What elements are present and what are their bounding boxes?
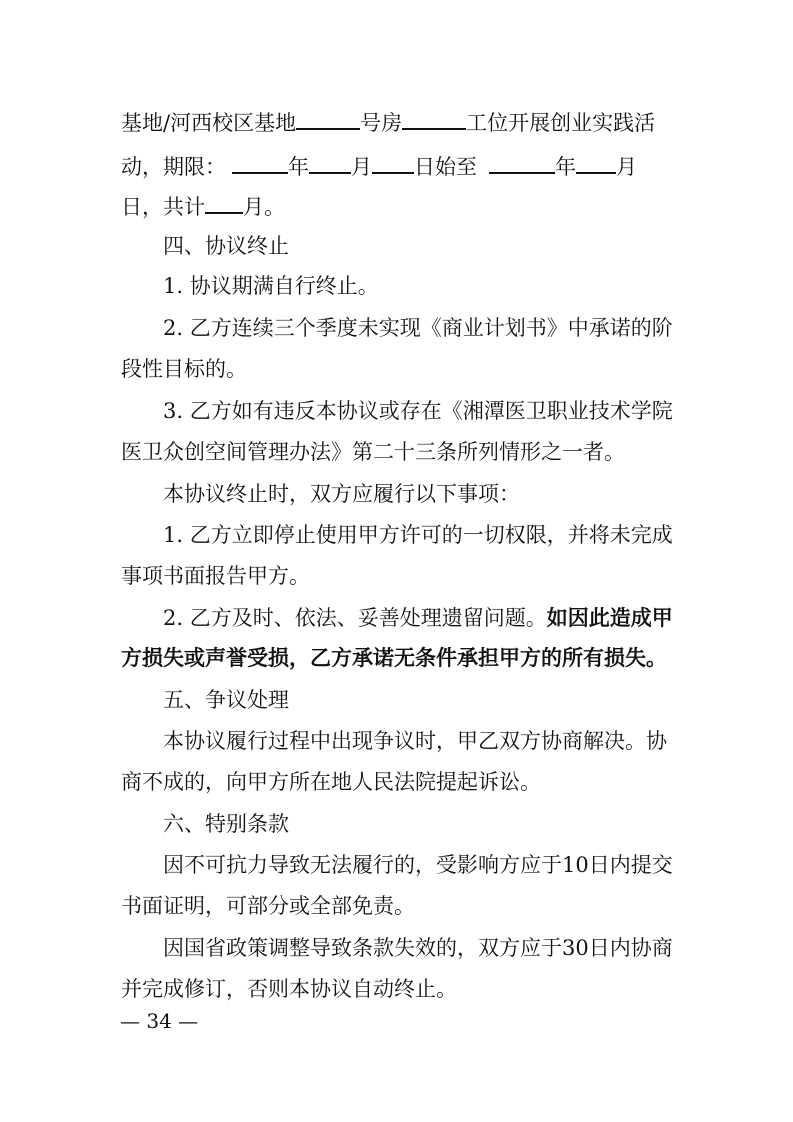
blank-underline <box>309 150 351 174</box>
body-line: 1. 乙方立即停止使用甲方许可的一切权限，并将未完成 <box>163 523 673 547</box>
body-line: 因不可抗力导致无法履行的，受影响方应于10日内提交 <box>163 853 673 877</box>
body-line <box>121 190 285 218</box>
text: 号房 <box>360 111 403 135</box>
body-line: 1. 协议期满自行终止。 <box>163 274 379 298</box>
page-number: — 34 — <box>120 1009 199 1033</box>
body-line <box>121 106 655 134</box>
blank-underline <box>372 150 414 174</box>
blank-underline <box>232 150 288 174</box>
body-line: 2. 乙方连续三个季度未实现《商业计划书》中承诺的阶 <box>163 316 673 340</box>
blank-underline <box>402 106 466 130</box>
section-heading: 六、特别条款 <box>163 812 289 836</box>
body-line: 段性目标的。 <box>121 357 247 381</box>
blank-underline <box>296 106 360 130</box>
body-line: 医卫众创空间管理办法》第二十三条所列情形之一者。 <box>121 440 625 464</box>
body-line: 商不成的，向甲方所在地人民法院提起诉讼。 <box>121 770 541 794</box>
text: 日，共计 <box>121 195 205 219</box>
section-heading: 四、协议终止 <box>163 234 289 258</box>
body-line: 本协议履行过程中出现争议时，甲乙双方协商解决。协 <box>163 729 667 753</box>
text: 月 <box>616 155 637 179</box>
blank-underline <box>576 150 616 174</box>
text: 基地/河西校区基地 <box>121 111 297 135</box>
blank-underline <box>205 190 243 214</box>
body-line <box>163 604 673 632</box>
blank-underline <box>489 150 555 174</box>
text: 日始至 <box>414 155 477 179</box>
body-line <box>121 150 637 178</box>
text: 动，期限： <box>121 155 226 179</box>
body-line: 书面证明，可部分或全部免责。 <box>121 894 415 918</box>
text: 年 <box>555 155 576 179</box>
body-line-bold: 方损失或声誉受损，乙方承诺无条件承担甲方的所有损失。 <box>121 645 667 670</box>
body-line: 3. 乙方如有违反本协议或存在《湘潭医卫职业技术学院 <box>163 399 673 423</box>
body-line: 事项书面报告甲方。 <box>121 564 310 588</box>
body-line: 并完成修订，否则本协议自动终止。 <box>121 977 457 1001</box>
body-line: 因国省政策调整导致条款失效的，双方应于30日内协商 <box>163 936 673 960</box>
text: 2. 乙方及时、依法、妥善处理遗留问题。 <box>163 606 547 630</box>
body-line: 本协议终止时，双方应履行以下事项： <box>163 482 520 506</box>
bold-text: 如因此造成甲 <box>546 605 673 630</box>
section-heading: 五、争议处理 <box>163 688 289 712</box>
text: 月 <box>351 155 372 179</box>
text: 工位开展创业实践活 <box>466 111 656 135</box>
text: 月。 <box>243 195 285 219</box>
text: 年 <box>288 155 309 179</box>
